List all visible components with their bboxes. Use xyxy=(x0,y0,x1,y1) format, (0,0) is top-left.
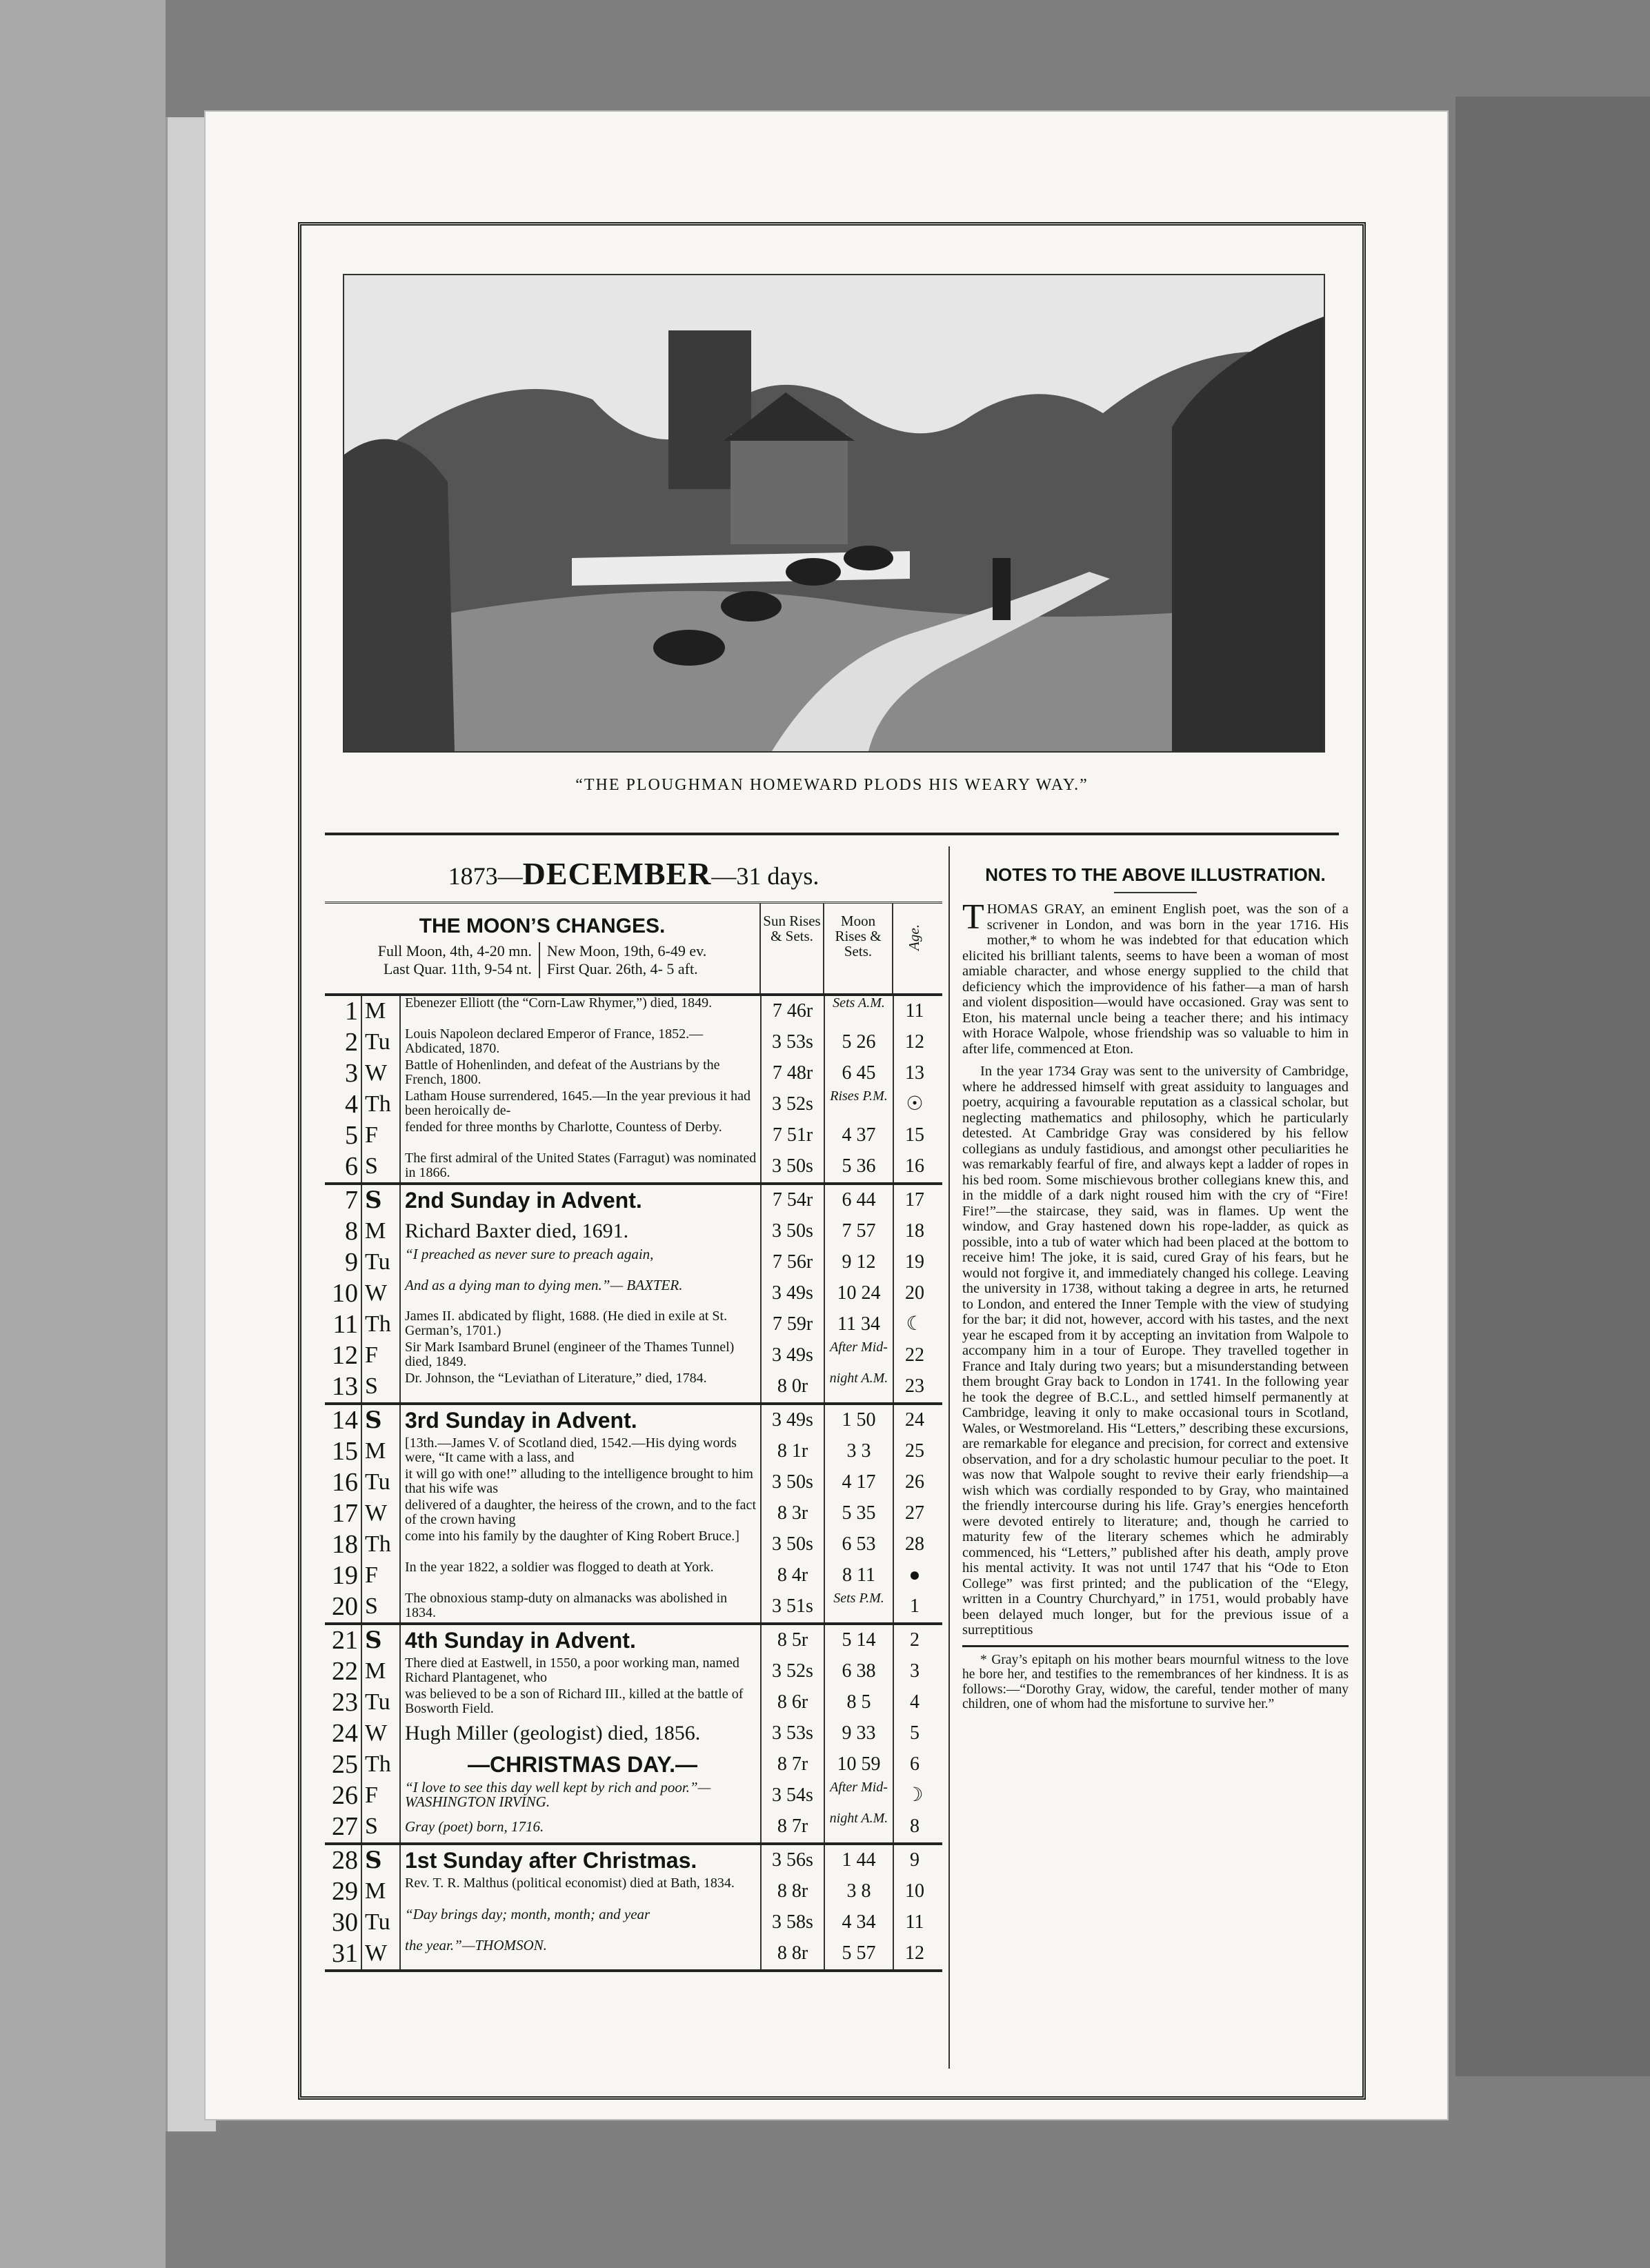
day-number: 14 xyxy=(332,1406,358,1435)
sun-time: 8 7r xyxy=(760,1811,824,1842)
sun-time: 7 59r xyxy=(760,1309,824,1340)
weekday: S xyxy=(361,1185,401,1216)
day-number: 8 xyxy=(345,1217,358,1246)
sun-time: 7 54r xyxy=(760,1185,824,1216)
day-number: 13 xyxy=(332,1372,358,1401)
moon-time: 6 45 xyxy=(824,1058,893,1089)
sun-time: 3 52s xyxy=(760,1089,824,1120)
day-number: 6 xyxy=(345,1152,358,1181)
weekday: M xyxy=(361,996,401,1027)
moon-time: 7 57 xyxy=(824,1216,893,1247)
sun-time: 7 46r xyxy=(760,996,824,1027)
weekday: S xyxy=(361,1591,401,1622)
day-number: 25 xyxy=(332,1750,358,1779)
footnote: * Gray’s epitaph on his mother bears mournful witness to the love he bore her, and testifies to the remembrances of her kindness. It is as follows:—“Dorothy Gray, widow, the careful, tender mother of many children, one of whom had the misfortune to survive her.” xyxy=(962,1652,1349,1711)
weekday: M xyxy=(361,1876,401,1907)
day-row xyxy=(325,1591,942,1622)
day-number: 24 xyxy=(332,1719,358,1748)
sun-time: 3 49s xyxy=(760,1405,824,1436)
week-group xyxy=(325,1625,942,1845)
day-number: 27 xyxy=(332,1812,358,1841)
sun-time: 8 5r xyxy=(760,1625,824,1656)
moon-time: 10 24 xyxy=(824,1278,893,1309)
weekday: S xyxy=(361,1625,401,1656)
moon-age: 9 xyxy=(893,1845,935,1876)
sun-time: 3 54s xyxy=(760,1780,824,1811)
day-row xyxy=(325,1151,942,1182)
sun-time: 8 1r xyxy=(760,1436,824,1467)
sun-time: 7 56r xyxy=(760,1247,824,1278)
day-row xyxy=(325,1278,942,1309)
weekday: Tu xyxy=(361,1247,401,1278)
event-text: There died at Eastwell, in 1550, a poor working man, named Richard Plantagenet, who xyxy=(405,1656,739,1685)
moon-age: ☉ xyxy=(893,1089,935,1120)
moon-time: 6 44 xyxy=(824,1185,893,1216)
event-text: “I preached as never sure to preach again, xyxy=(405,1247,654,1262)
calendar-section xyxy=(325,846,942,1972)
notes-paragraph-1-text: HOMAS GRAY, an eminent English poet, was the son of a scrivener in London, and was born in the year 1716. His mother,* to whom he was indebted for that education which elicited his brilliant talents, seems to have been a woman of most amiable character, and whose energy supplied to the child that deficiency which the improvidence of his father—a man of harsh and violent disposition—would have occasioned. Gray was sent to Eton, his maternal uncle being a teacher there; and his intimacy with Horace Walpole, whose friendship was so valuable to him in after life, commenced at Eton. xyxy=(962,902,1349,1057)
moon-age: 12 xyxy=(893,1027,935,1058)
moon-age: 3 xyxy=(893,1656,935,1687)
weekday: M xyxy=(361,1656,401,1687)
moon-age: 23 xyxy=(893,1371,935,1402)
sun-time: 8 8r xyxy=(760,1876,824,1907)
moon-age: 13 xyxy=(893,1058,935,1089)
weekday: Th xyxy=(361,1309,401,1340)
weekday: Tu xyxy=(361,1027,401,1058)
sun-time: 3 50s xyxy=(760,1467,824,1498)
sun-time: 3 51s xyxy=(760,1591,824,1622)
day-number: 4 xyxy=(345,1090,358,1119)
moon-age: 12 xyxy=(893,1938,935,1969)
age-label: Age. xyxy=(906,924,922,951)
day-row xyxy=(325,1371,942,1402)
moon-age: ● xyxy=(893,1560,935,1591)
moon-full: Full Moon, 4th, 4-20 mn. xyxy=(377,942,532,959)
moon-time: Sets P.M. xyxy=(824,1591,893,1622)
weekday: W xyxy=(361,1058,401,1089)
day-row xyxy=(325,1247,942,1278)
day-row xyxy=(325,1340,942,1371)
month-header xyxy=(325,846,942,904)
sun-time: 3 50s xyxy=(760,1151,824,1182)
event-text: Rev. T. R. Malthus (political economist) died at Bath, 1834. xyxy=(405,1876,735,1891)
sun-time: 7 51r xyxy=(760,1120,824,1151)
moon-time: night A.M. xyxy=(824,1371,893,1402)
day-number: 3 xyxy=(345,1059,358,1088)
weekday: F xyxy=(361,1780,401,1811)
moon-time: 5 57 xyxy=(824,1938,893,1969)
week-group xyxy=(325,996,942,1185)
moon-age: 18 xyxy=(893,1216,935,1247)
day-number: 10 xyxy=(332,1279,358,1308)
day-row xyxy=(325,1625,942,1656)
weekday: F xyxy=(361,1340,401,1371)
moon-time: 4 17 xyxy=(824,1467,893,1498)
event-text: delivered of a daughter, the heiress of the crown, and to the fact of the crown having xyxy=(405,1498,756,1527)
weekday: Tu xyxy=(361,1467,401,1498)
day-number: 18 xyxy=(332,1530,358,1559)
day-number: 20 xyxy=(332,1592,358,1621)
event-text: Sir Mark Isambard Brunel (engineer of the Thames Tunnel) died, 1849. xyxy=(405,1340,735,1369)
moon-last-quarter: Last Quar. 11th, 9-54 nt. xyxy=(383,960,532,977)
moon-time: 8 11 xyxy=(824,1560,893,1591)
column-divider xyxy=(948,846,950,2069)
weekday: W xyxy=(361,1938,401,1969)
day-row xyxy=(325,1436,942,1467)
day-number: 28 xyxy=(332,1846,358,1875)
moon-age: 6 xyxy=(893,1749,935,1780)
engraving-image xyxy=(344,275,1324,751)
sun-time: 8 8r xyxy=(760,1938,824,1969)
day-row xyxy=(325,1027,942,1058)
day-row xyxy=(325,1309,942,1340)
day-row xyxy=(325,1811,942,1842)
weekday: W xyxy=(361,1278,401,1309)
day-row xyxy=(325,1120,942,1151)
event-text: [13th.—James V. of Scotland died, 1542.—His dying words were, “It came with a lass, and xyxy=(405,1436,737,1465)
section-rule xyxy=(325,833,1339,835)
moon-time: 10 59 xyxy=(824,1749,893,1780)
moon-time: 8 5 xyxy=(824,1687,893,1718)
weekday: Th xyxy=(361,1749,401,1780)
moon-time: 6 53 xyxy=(824,1529,893,1560)
notes-section xyxy=(962,846,1349,1719)
age-column-header xyxy=(892,904,935,993)
sun-time: 8 0r xyxy=(760,1371,824,1402)
day-number: 11 xyxy=(332,1310,358,1339)
event-text: Louis Napoleon declared Emperor of France, 1852.—Abdicated, 1870. xyxy=(405,1027,704,1056)
day-number: 12 xyxy=(332,1341,358,1370)
sun-time: 3 49s xyxy=(760,1278,824,1309)
sun-column-header: Sun Rises & Sets. xyxy=(759,904,823,993)
moon-new: New Moon, 19th, 6-49 ev. xyxy=(546,942,707,959)
event-text: “Day brings day; month, month; and year xyxy=(405,1907,650,1922)
weekday: S xyxy=(361,1845,401,1876)
event-text: The obnoxious stamp-duty on almanacks was abolished in 1834. xyxy=(405,1591,728,1620)
moon-time: 5 14 xyxy=(824,1625,893,1656)
week-group xyxy=(325,1405,942,1625)
moon-age: 1 xyxy=(893,1591,935,1622)
sun-time: 3 50s xyxy=(760,1216,824,1247)
weekday: W xyxy=(361,1718,401,1749)
moon-time: After Mid- xyxy=(824,1340,893,1371)
weekday: S xyxy=(361,1371,401,1402)
moon-time: Sets A.M. xyxy=(824,996,893,1027)
event-text: fended for three months by Charlotte, Countess of Derby. xyxy=(405,1120,722,1135)
event-text: James II. abdicated by flight, 1688. (He died in exile at St. German’s, 1701.) xyxy=(405,1309,728,1338)
moon-time: Rises P.M. xyxy=(824,1089,893,1120)
day-row xyxy=(325,1467,942,1498)
moon-age: 11 xyxy=(893,996,935,1027)
day-number: 21 xyxy=(332,1626,358,1655)
day-row xyxy=(325,1845,942,1876)
background-left xyxy=(0,0,166,2268)
moon-age: 20 xyxy=(893,1278,935,1309)
sun-time: 8 4r xyxy=(760,1560,824,1591)
day-number: 22 xyxy=(332,1657,358,1686)
moon-changes xyxy=(325,904,759,993)
moon-age: 11 xyxy=(893,1907,935,1938)
moon-column-header: Moon Rises & Sets. xyxy=(823,904,892,993)
sun-time: 3 53s xyxy=(760,1027,824,1058)
weekday: F xyxy=(361,1120,401,1151)
moon-time: 4 37 xyxy=(824,1120,893,1151)
moon-age: 27 xyxy=(893,1498,935,1529)
notes-paragraph-1 xyxy=(962,897,1349,1057)
moon-age: 26 xyxy=(893,1467,935,1498)
day-row xyxy=(325,1529,942,1560)
sun-time: 3 50s xyxy=(760,1529,824,1560)
event-text: Battle of Hohenlinden, and defeat of the Austrians by the French, 1800. xyxy=(405,1058,720,1087)
day-row xyxy=(325,1938,942,1969)
day-number: 19 xyxy=(332,1561,358,1590)
event-text: “I love to see this day well kept by rich and poor.”—WASHINGTON IRVING. xyxy=(405,1780,711,1810)
moon-age: 4 xyxy=(893,1687,935,1718)
moon-changes-title: THE MOON’S CHANGES. xyxy=(419,915,666,937)
event-text: 2nd Sunday in Advent. xyxy=(405,1188,642,1213)
sun-time: 8 3r xyxy=(760,1498,824,1529)
day-number: 29 xyxy=(332,1877,358,1906)
sun-time: 3 53s xyxy=(760,1718,824,1749)
day-row xyxy=(325,1907,942,1938)
day-number: 2 xyxy=(345,1028,358,1057)
day-number: 17 xyxy=(332,1499,358,1528)
moon-age: 28 xyxy=(893,1529,935,1560)
day-row xyxy=(325,1498,942,1529)
moon-age: 22 xyxy=(893,1340,935,1371)
event-text: 1st Sunday after Christmas. xyxy=(405,1848,697,1873)
weekday: Tu xyxy=(361,1687,401,1718)
sun-time: 3 49s xyxy=(760,1340,824,1371)
day-number: 7 xyxy=(345,1186,358,1215)
moon-time: 3 8 xyxy=(824,1876,893,1907)
day-row xyxy=(325,1687,942,1718)
moon-first-quarter: First Quar. 26th, 4- 5 aft. xyxy=(546,960,698,977)
illustration-caption: “THE PLOUGHMAN HOMEWARD PLODS HIS WEARY WAY.” xyxy=(575,776,1089,794)
day-row xyxy=(325,1216,942,1247)
day-row xyxy=(325,1749,942,1780)
header-month: DECEMBER xyxy=(522,856,712,891)
day-number: 31 xyxy=(332,1939,358,1968)
moon-age: 25 xyxy=(893,1436,935,1467)
weekday: Tu xyxy=(361,1907,401,1938)
moon-age: 24 xyxy=(893,1405,935,1436)
moon-time: 11 34 xyxy=(824,1309,893,1340)
moon-time: 5 35 xyxy=(824,1498,893,1529)
week-group xyxy=(325,1185,942,1405)
event-text: Richard Baxter died, 1691. xyxy=(405,1220,629,1242)
moon-time: 3 3 xyxy=(824,1436,893,1467)
engraving-illustration xyxy=(343,274,1325,753)
notes-title-rule xyxy=(1114,892,1197,893)
moon-time: night A.M. xyxy=(824,1811,893,1842)
moon-time: 5 36 xyxy=(824,1151,893,1182)
sun-time: 7 48r xyxy=(760,1058,824,1089)
calendar-days xyxy=(325,996,942,1972)
event-text: And as a dying man to dying men.”— BAXTER. xyxy=(405,1278,683,1293)
day-number: 23 xyxy=(332,1688,358,1717)
footnote-rule xyxy=(962,1645,1349,1647)
weekday: M xyxy=(361,1436,401,1467)
weekday: S xyxy=(361,1811,401,1842)
sun-time: 8 6r xyxy=(760,1687,824,1718)
notes-paragraph-2: In the year 1734 Gray was sent to the university of Cambridge, where he addressed himself with great assiduity to languages and poetry, acquiring a favourable reputation as a classical scholar, but neglecting mathematics and philosophy, which he particularly detested. At Cambridge Gray was considered by his fellow collegians as unduly fastidious, and amongst other peculiarities he was remarkably fearful of fire, and always kept a ladder of ropes in his bed room. Some mischievous brother collegians knew this, and in the middle of a dark night roused him with the cry of “Fire! Fire!”—the staircase, they said, was in flames. Up went the window, and Gray hastened down his rope-ladder, as quick as possible, into a tub of water which had been placed at the bottom to receive him! The joke, it is said, cured Gray of his fears, but he would not forgive it, and immediately changed his college. Leaving the university in 1738, without taking a degree in arts, he returned to London, and entered the Inner Temple with the view of studying for the bar; it did not, however, accord with his tastes, and the next year he escaped from it by accepting an invitation from Walpole to accompany him in a tour of Europe. They travelled together in France and Italy during two years; but a misunderstanding between them brought Gray back to London in 1741. In the following year he took the degree of B.C.L., and settled himself permanently at Cambridge, leaving it only to make occasional tours in Scotland, Wales, or Westmoreland. His “Letters,” describing these excursions, are remarkable for elegance and precision, for correct and extensive observation, and for a dry scholastic humour peculiar to the poet. It was now that Walpole sought to revive their early friendship—a wish which was cordially responded to by Gray, who maintained the friendly intercourse during his life. Gray’s energies henceforth were devoted entirely to literature; and, though he carried to maturity few of the literary schemes which he admirably commenced, his “Letters,” published after his death, amply prove his mental activity. It was not until 1747 that his “Ode to Eton College” was first printed; and the publication of the “Elegy, written in a Country Churchyard,” in 1751, would probably have been delayed much longer, but for the previous issue of a surreptitious xyxy=(962,1064,1349,1638)
moon-time: 1 50 xyxy=(824,1405,893,1436)
edge-marks xyxy=(1607,0,1650,2268)
sun-time: 3 52s xyxy=(760,1656,824,1687)
notes-title: NOTES TO THE ABOVE ILLUSTRATION. xyxy=(985,864,1326,885)
day-row xyxy=(325,1780,942,1811)
event-text: come into his family by the daughter of King Robert Bruce.] xyxy=(405,1529,739,1544)
moon-age: 5 xyxy=(893,1718,935,1749)
day-row xyxy=(325,1560,942,1591)
weekday: M xyxy=(361,1216,401,1247)
day-number: 30 xyxy=(332,1908,358,1937)
moon-time: 6 38 xyxy=(824,1656,893,1687)
day-row xyxy=(325,1185,942,1216)
weekday: Th xyxy=(361,1089,401,1120)
moon-age: ☾ xyxy=(893,1309,935,1340)
moon-time: After Mid- xyxy=(824,1780,893,1811)
day-number: 26 xyxy=(332,1781,358,1810)
event-text: Dr. Johnson, the “Leviathan of Literature,” died, 1784. xyxy=(405,1371,707,1386)
sun-time: 3 56s xyxy=(760,1845,824,1876)
weekday: W xyxy=(361,1498,401,1529)
day-number: 5 xyxy=(345,1121,358,1150)
moon-time: 9 33 xyxy=(824,1718,893,1749)
moon-age: ☽ xyxy=(893,1780,935,1811)
moon-age: 8 xyxy=(893,1811,935,1842)
event-text: 3rd Sunday in Advent. xyxy=(405,1408,637,1433)
day-row xyxy=(325,996,942,1027)
event-text: Hugh Miller (geologist) died, 1856. xyxy=(405,1722,701,1744)
event-text: In the year 1822, a soldier was flogged to death at York. xyxy=(405,1560,714,1575)
almanac-page xyxy=(204,110,1449,2120)
moon-time: 5 26 xyxy=(824,1027,893,1058)
day-row xyxy=(325,1876,942,1907)
moon-age: 16 xyxy=(893,1151,935,1182)
week-group xyxy=(325,1845,942,1972)
day-number: 15 xyxy=(332,1437,358,1466)
header-year: 1873— xyxy=(448,862,523,890)
event-text: the year.”—THOMSON. xyxy=(405,1938,547,1953)
day-row xyxy=(325,1089,942,1120)
moon-changes-box xyxy=(325,904,942,996)
moon-age: 10 xyxy=(893,1876,935,1907)
moon-time: 9 12 xyxy=(824,1247,893,1278)
event-text: 4th Sunday in Advent. xyxy=(405,1628,636,1653)
day-row xyxy=(325,1656,942,1687)
event-text: it will go with one!” alluding to the intelligence brought to him that his wife was xyxy=(405,1467,753,1496)
moon-age: 17 xyxy=(893,1185,935,1216)
weekday: S xyxy=(361,1405,401,1436)
moon-age: 15 xyxy=(893,1120,935,1151)
page-frame xyxy=(298,222,1366,2100)
header-days: —31 days. xyxy=(711,862,819,890)
moon-age: 19 xyxy=(893,1247,935,1278)
sun-time: 3 58s xyxy=(760,1907,824,1938)
moon-time: 4 34 xyxy=(824,1907,893,1938)
day-number: 9 xyxy=(345,1248,358,1277)
day-row xyxy=(325,1058,942,1089)
event-text: Ebenezer Elliott (the “Corn-Law Rhymer,”) died, 1849. xyxy=(405,996,713,1011)
moon-phase-lines xyxy=(325,942,759,978)
event-text: Gray (poet) born, 1716. xyxy=(405,1818,544,1835)
day-row xyxy=(325,1405,942,1436)
moon-time: 1 44 xyxy=(824,1845,893,1876)
day-number: 1 xyxy=(345,997,358,1026)
weekday: S xyxy=(361,1151,401,1182)
event-text: —CHRISTMAS DAY.— xyxy=(467,1752,698,1777)
sun-time: 8 7r xyxy=(760,1749,824,1780)
weekday: Th xyxy=(361,1529,401,1560)
event-text: Latham House surrendered, 1645.—In the year previous it had been heroically de- xyxy=(405,1089,751,1118)
day-row xyxy=(325,1718,942,1749)
moon-age: 2 xyxy=(893,1625,935,1656)
drop-cap: T xyxy=(962,897,984,937)
event-text: The first admiral of the United States (Farragut) was nominated in 1866. xyxy=(405,1151,757,1180)
event-text: was believed to be a son of Richard III., killed at the battle of Bosworth Field. xyxy=(405,1687,744,1716)
day-number: 16 xyxy=(332,1468,358,1497)
weekday: F xyxy=(361,1560,401,1591)
